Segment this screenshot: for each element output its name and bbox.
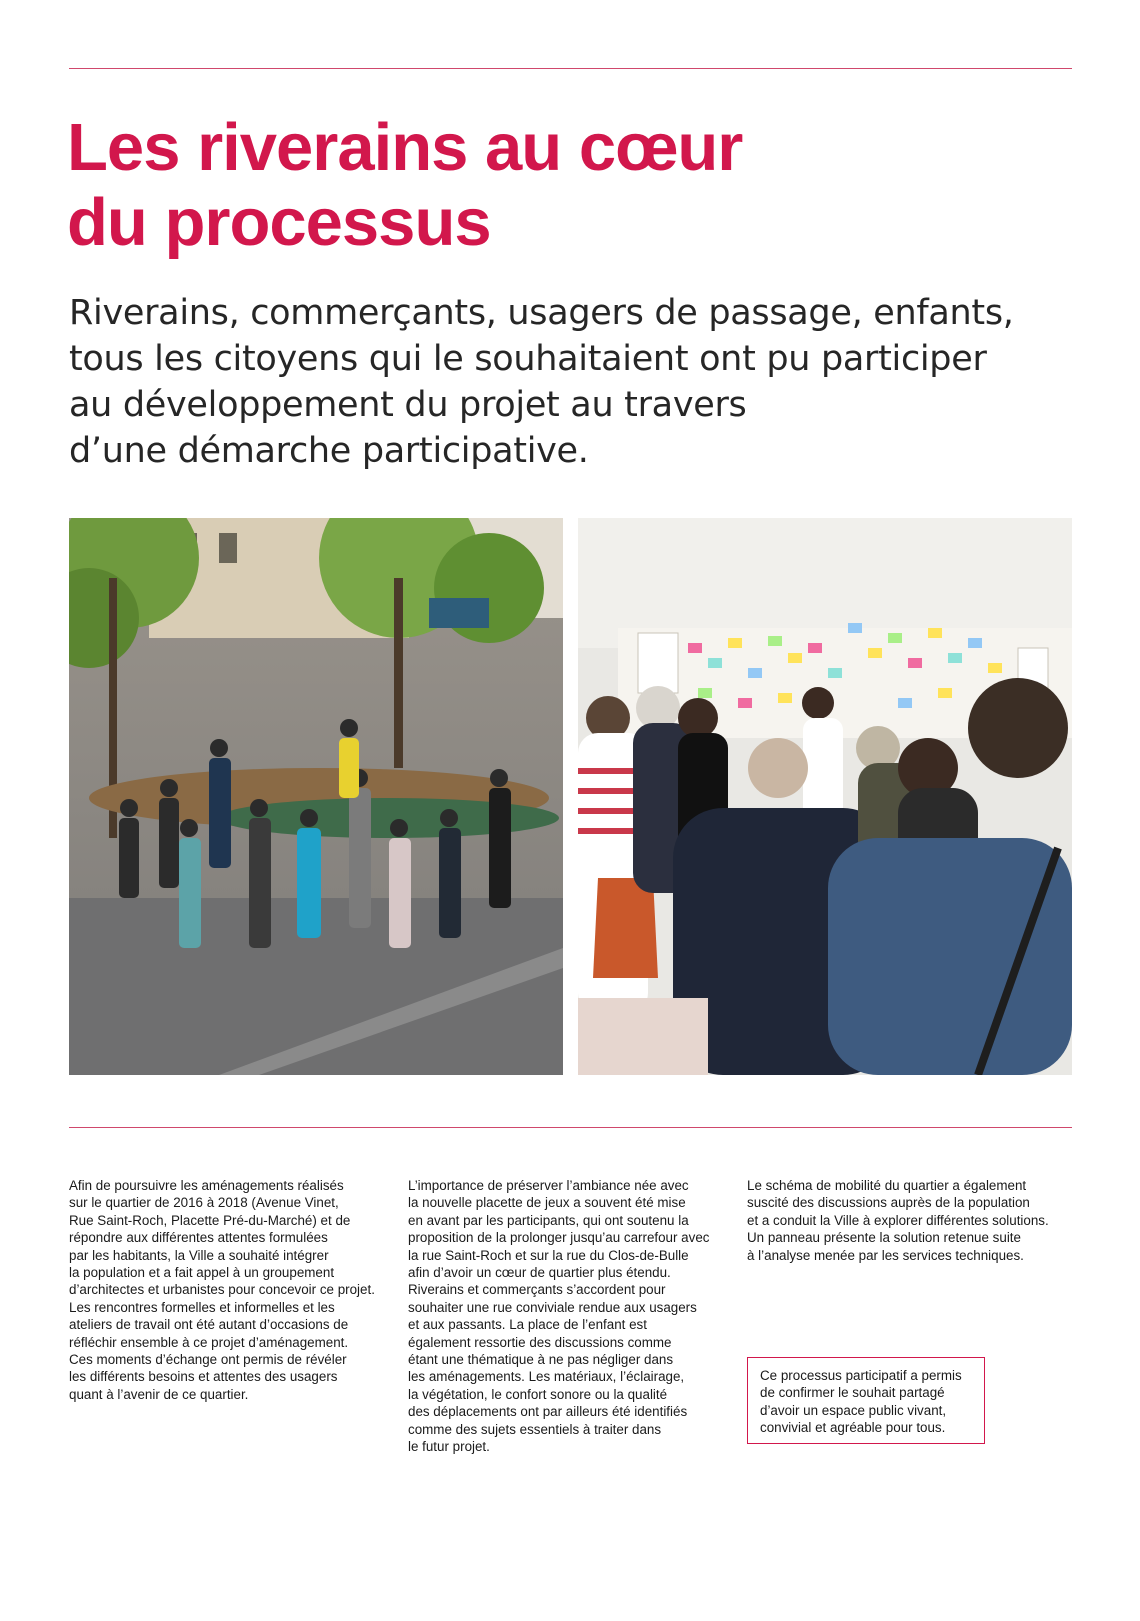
title-line: du processus — [67, 185, 491, 260]
text-line: comme des sujets essentiels à traiter dans — [408, 1421, 662, 1437]
section-divider — [69, 1127, 1072, 1128]
text-line: en avant par les participants, qui ont soutenu la — [408, 1212, 689, 1228]
top-divider — [69, 68, 1072, 69]
text-line: d’architectes et urbanistes pour concevoir ce projet. — [69, 1282, 375, 1298]
lead-line: d’une démarche participative. — [69, 431, 589, 471]
text-line: par les habitants, la Ville a souhaité intégrer — [69, 1247, 329, 1263]
text-line: également ressortie des discussions comme — [408, 1334, 672, 1350]
text-line: la végétation, le confort sonore ou la qualité — [408, 1386, 668, 1402]
text-line: sur le quartier de 2016 à 2018 (Avenue Vinet, — [69, 1195, 339, 1211]
text-line: réfléchir ensemble à ce projet d’aménagement. — [69, 1334, 349, 1350]
text-line: la nouvelle placette de jeux a souvent été mise — [408, 1195, 686, 1211]
lead-paragraph — [69, 290, 1069, 474]
text-line: et a conduit la Ville à explorer différentes solutions. — [747, 1212, 1049, 1228]
text-line: Les rencontres formelles et informelles et les — [69, 1299, 335, 1315]
callout-line: d’avoir un espace public vivant, — [760, 1402, 947, 1418]
lead-line: tous les citoyens qui le souhaitaient ont pu participer — [69, 339, 987, 379]
callout-line: convivial et agréable pour tous. — [760, 1420, 946, 1436]
text-line: ateliers de travail ont été autant d’occasions de — [69, 1317, 349, 1333]
callout-line: de confirmer le souhait partagé — [760, 1385, 945, 1401]
lead-line: Riverains, commerçants, usagers de passage, enfants, — [69, 293, 1014, 333]
text-line: quant à l’avenir de ce quartier. — [69, 1386, 249, 1402]
text-line: des déplacements ont par ailleurs été identifiés — [408, 1404, 688, 1420]
text-line: Un panneau présente la solution retenue suite — [747, 1230, 1021, 1246]
text-line: répondre aux différentes attentes formulées — [69, 1230, 328, 1246]
workshop-wall-notes-photo — [578, 518, 1072, 1075]
text-line: les aménagements. Les matériaux, l’éclairage, — [408, 1369, 685, 1385]
text-line: L’importance de préserver l’ambiance née avec — [408, 1178, 689, 1193]
title-line: Les riverains au cœur — [67, 110, 743, 185]
text-line: souhaiter une rue conviviale rendue aux usagers — [408, 1299, 697, 1315]
outdoor-group-meeting-photo — [69, 518, 563, 1075]
highlight-callout-box — [747, 1357, 985, 1444]
body-column-2 — [408, 1177, 738, 1456]
text-line: les différents besoins et attentes des usagers — [69, 1369, 338, 1385]
text-line: le futur projet. — [408, 1439, 490, 1455]
text-line: Riverains et commerçants s’accordent pour — [408, 1282, 666, 1298]
callout-line: Ce processus participatif a permis — [760, 1368, 962, 1383]
page-title — [67, 110, 967, 260]
text-line: la population et a fait appel à un groupement — [69, 1265, 335, 1281]
text-line: Le schéma de mobilité du quartier a également — [747, 1178, 1027, 1193]
body-column-3 — [747, 1177, 1077, 1264]
body-column-1 — [69, 1177, 399, 1403]
text-line: et aux passants. La place de l’enfant est — [408, 1317, 647, 1333]
text-line: afin d’avoir un cœur de quartier plus étendu. — [408, 1265, 671, 1281]
text-line: la rue Saint-Roch et sur la rue du Clos-de-Bulle — [408, 1247, 689, 1263]
text-line: proposition de la prolonger jusqu’au carrefour avec — [408, 1230, 710, 1246]
text-line: Ces moments d’échange ont permis de révéler — [69, 1352, 347, 1368]
text-line: Rue Saint-Roch, Placette Pré-du-Marché) et de — [69, 1212, 351, 1228]
text-line: à l’analyse menée par les services techniques. — [747, 1247, 1024, 1263]
text-line: Afin de poursuivre les aménagements réalisés — [69, 1178, 344, 1193]
text-line: étant une thématique à ne pas négliger dans — [408, 1352, 674, 1368]
text-line: suscité des discussions auprès de la population — [747, 1195, 1030, 1211]
lead-line: au développement du projet au travers — [69, 385, 747, 425]
